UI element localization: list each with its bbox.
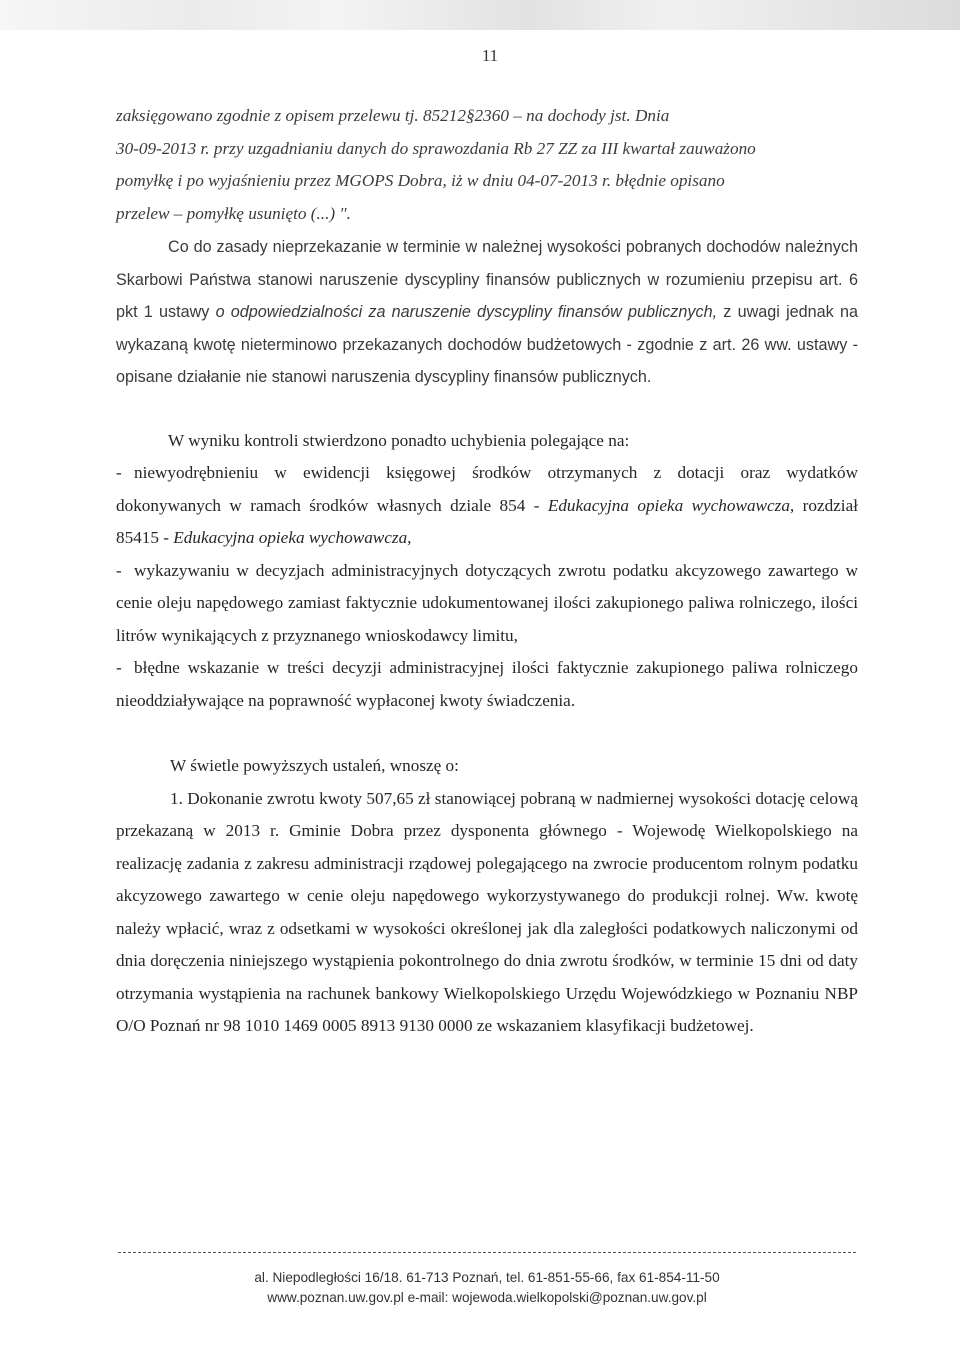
footer-address: al. Niepodległości 16/18. 61-713 Poznań, tel. 61-851-55-66, fax 61-854-11-50	[254, 1270, 720, 1285]
quoted-text	[116, 100, 858, 230]
paragraph-text: Co do zasady nieprzekazanie w terminie w należnej wysokości pobranych dochodów należnych Skarbowi Państwa stanowi naruszenie dyscypliny finansów publicznych w rozumieniu przepisu art. 6 pkt 1 ustawy	[116, 238, 858, 321]
finding-italic: Edukacyjna opieka wychowawcza,	[547, 495, 795, 515]
scan-artifact-top	[0, 0, 960, 30]
paragraph-text: z uwagi jednak na wykazaną kwotę nieterminowo przekazanych dochodów budżetowych - zgodnie z art. 26 ww. ustawy - opisane działanie nie stanowi naruszenia dyscypliny finansów publicznych.	[116, 303, 858, 386]
finding-item	[116, 652, 858, 717]
findings-section	[116, 425, 858, 718]
document-body	[116, 98, 858, 1043]
page-number: 11	[481, 46, 499, 65]
list-dash: -	[116, 560, 122, 580]
findings-intro: W wyniku kontroli stwierdzono ponadto uchybienia polegające na:	[168, 430, 630, 450]
quote-line: zaksięgowano zgodnie z opisem przelewu tj. 85212§2360 – na dochody jst. Dnia	[116, 106, 670, 125]
footer-contact: www.poznan.uw.gov.pl e-mail: wojewoda.wielkopolski@poznan.uw.gov.pl	[267, 1290, 707, 1305]
list-dash: -	[116, 658, 122, 677]
quote-line: 30-09-2013 r. przy uzgadnianiu danych do sprawozdania Rb 27 ZZ za III kwartał zauważono	[116, 138, 756, 158]
list-dash: -	[116, 463, 122, 482]
conclusions-section	[116, 750, 858, 1043]
conclusions-intro: W świetle powyższych ustaleń, wnoszę o:	[170, 756, 459, 775]
quote-line: pomyłkę i po wyjaśnieniu przez MGOPS Dobra, iż w dniu 04-07-2013 r. błędnie opisano	[116, 171, 725, 190]
finding-text: rozdział 85415 -	[116, 495, 858, 547]
conclusion-item: 1. Dokonanie zwrotu kwoty 507,65 zł stanowiącej pobraną w nadmiernej wysokości dotację celową przekazaną w 2013 r. Gminie Dobra przez dysponenta głównego - Wojewodę Wielkopolskiego na realizację zadania z zakresu administracji rządowej polegającego na zwrocie producentom rolnym podatku akcyzowego zawartego w cenie oleju napędowego wykorzystywanego do produkcji rolnej. Ww. kwotę należy wpłacić, wraz z odsetkami w wysokości określonej jak dla zaległości podatkowych naliczonymi od dnia doręczenia niniejszego wystąpienia pokontrolnego do dnia zwrotu środków, w terminie 15 dni od daty otrzymania wystąpienia na rachunek bankowy Wielkopolskiego Urzędu Wojewódzkiego w Poznaniu NBP O/O Poznań nr 98 1010 1469 0005 8913 9130 0000 ze wskazaniem klasyfikacji budżetowej.	[116, 788, 858, 1035]
finding-italic: Edukacyjna opieka wychowawcza,	[173, 528, 412, 547]
footer-divider	[118, 1252, 856, 1253]
finding-text: błędne wskazanie w treści decyzji administracyjnej ilości faktycznie zakupionego paliwa rolniczego nieoddziaływające na poprawność wypłaconej kwoty świadczenia.	[116, 658, 858, 710]
finding-item	[116, 555, 858, 653]
paragraph-discipline	[116, 231, 858, 394]
finding-item	[116, 457, 858, 555]
quote-line: przelew – pomyłkę usunięto (...) ".	[116, 203, 351, 223]
act-title: o odpowiedzialności za naruszenie dyscypliny finansów publicznych,	[215, 303, 718, 321]
finding-text: niewyodrębnieniu w ewidencji księgowej środków otrzymanych z dotacji oraz wydatków dokonywanych w ramach środków własnych dziale 854 -	[116, 463, 858, 515]
footer	[118, 1268, 856, 1308]
finding-text: wykazywaniu w decyzjach administracyjnych dotyczących zwrotu podatku akcyzowego zawartego w cenie oleju napędowego zamiast faktycznie udokumentowanej ilości zakupionego paliwa rolniczego, ilości litrów wynikających z przyznanego wnioskodawcy limitu,	[116, 560, 858, 645]
